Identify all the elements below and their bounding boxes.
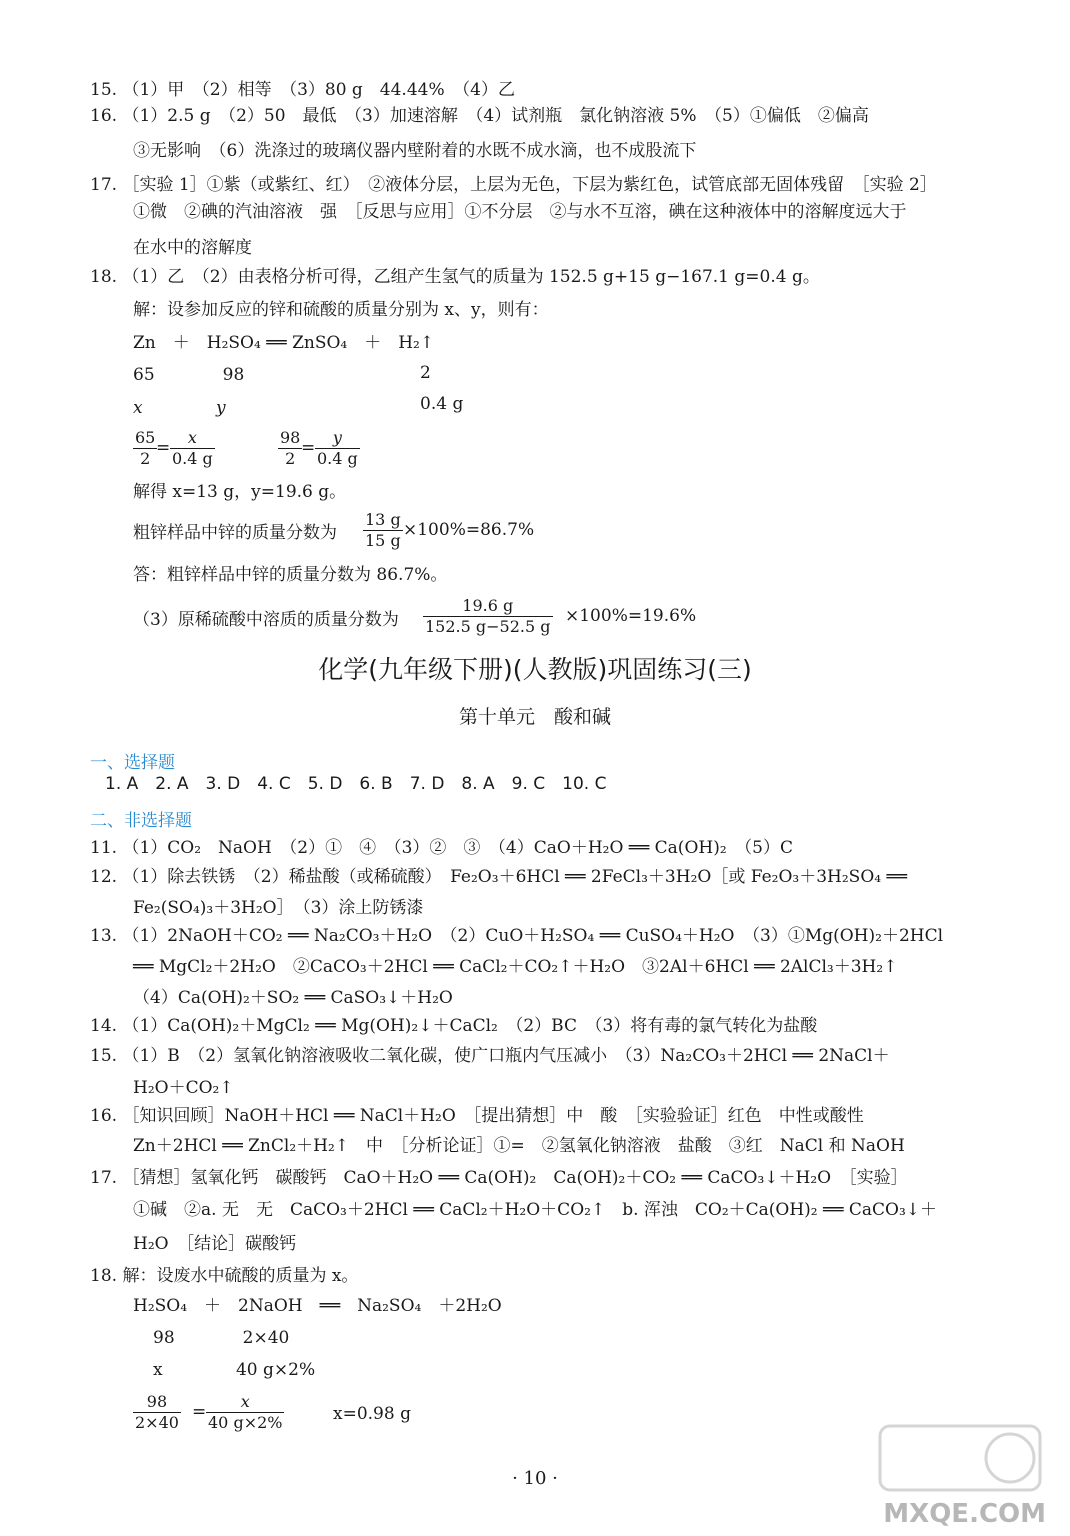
- answer-12-line1: 12. （1）除去铁锈 （2）稀盐酸（或稀硫酸） Fe₂O₃＋6HCl ══ 2FeCl₃＋3H₂O［或 Fe₂O₃＋3H₂SO₄ ══: [90, 867, 907, 887]
- answer-13-line2: ══ MgCl₂＋2H₂O ②CaCO₃＋2HCl ══ CaCl₂＋CO₂↑＋H₂O ③2Al＋6HCl ══ 2AlCl₃＋3H₂↑: [133, 957, 898, 977]
- equation-1-mass-row: 65 98: [133, 365, 245, 385]
- answer-17-line2: ①微 ②碘的汽油溶液 强 ［反思与应用］①不分层 ②与水不互溶，碘在这种液体中的溶解度远大于: [133, 202, 907, 222]
- fraction-65-2: $\frac{65}{2}$: [135, 428, 156, 468]
- answer-17-line3: 在水中的溶解度: [133, 238, 252, 258]
- fraction-x-0.8g: $\frac{x}{40 g\times 2\%}$: [208, 1392, 283, 1432]
- answer-12-line2: Fe₂(SO₄)₃＋3H₂O］ （3）涂上防锈漆: [133, 898, 424, 918]
- answer-17b-line3: H₂O ［结论］碳酸钙: [133, 1234, 297, 1254]
- answer-conclusion-1: 答：粗锌样品中锌的质量分数为 86.7%。: [133, 565, 448, 585]
- equals-sign: =: [156, 438, 171, 458]
- equation-2-var-row: x 40 g×2%: [153, 1360, 316, 1380]
- choice-answers: 1. A 2. A 3. D 4. C 5. D 6. B 7. D 8. A 9. C 10. C: [105, 774, 607, 794]
- answer-16b-line2: Zn＋2HCl ══ ZnCl₂＋H₂↑ 中 ［分析论证］①= ②氢氧化钠溶液 盐酸 ③红 NaCl 和 NaOH: [133, 1136, 905, 1156]
- unit-subtitle: 第十单元 酸和碱: [458, 706, 611, 728]
- fraction-13g-15g: $\frac{13 g}{15 g}$: [365, 510, 401, 550]
- equation-1-mass-h2: 2: [420, 363, 431, 383]
- answer-17b-line2: ①碱 ②a. 无 无 CaCO₃＋2HCl ══ CaCl₂＋H₂O＋CO₂↑ b. 浑浊 CO₂＋Ca(OH)₂ ══ CaCO₃↓＋: [133, 1200, 938, 1220]
- answer-17-line1: 17. ［实验 1］①紫（或紫红、红） ②液体分层，上层为无色，下层为紫红色，试管底部无固体残留 ［实验 2］: [90, 175, 937, 195]
- answer-18-line2: 解：设参加反应的锌和硫酸的质量分别为 x、y，则有：: [133, 300, 549, 320]
- equals-sign: =: [301, 438, 316, 458]
- fraction-x-0.4g: $\frac{x}{0.4 g}$: [172, 428, 213, 468]
- answer-14: 14. （1）Ca(OH)₂＋MgCl₂ ══ Mg(OH)₂↓＋CaCl₂ （2）BC （3）将有毒的氯气转化为盐酸: [90, 1016, 818, 1036]
- answer-15b-line2: H₂O＋CO₂↑: [133, 1078, 234, 1098]
- percent-2-prefix: （3）原稀硫酸中溶质的质量分数为: [133, 610, 399, 630]
- fraction-y-0.4g: $\frac{y}{0.4 g}$: [317, 428, 358, 468]
- answer-13-line3: （4）Ca(OH)₂＋SO₂ ══ CaSO₃↓＋H₂O: [133, 988, 453, 1008]
- fraction-98-2: $\frac{98}{2}$: [280, 428, 301, 468]
- section-choice-heading: 一、选择题: [90, 753, 175, 773]
- equation-1-var-row: x y: [133, 398, 226, 418]
- equation-1: Zn ＋ H₂SO₄ ══ ZnSO₄ ＋ H₂↑: [133, 333, 435, 353]
- section-nonchoice-heading: 二、非选择题: [90, 811, 192, 831]
- percent-2-suffix: ×100%=19.6%: [565, 606, 697, 626]
- equation-1-var-h2: 0.4 g: [420, 394, 464, 414]
- percent-1-prefix: 粗锌样品中锌的质量分数为: [133, 523, 337, 543]
- answer-16b-line1: 16. ［知识回顾］NaOH＋HCl ══ NaCl＋H₂O ［提出猜想］中 酸 ［实验验证］红色 中性或酸性: [90, 1106, 864, 1126]
- answer-15b-line1: 15. （1）B （2）氢氧化钠溶液吸收二氧化碳，使广口瓶内气压减小 （3）Na₂CO₃＋2HCl ══ 2NaCl＋: [90, 1046, 890, 1066]
- answer-18-line1: 18. （1）乙 （2）由表格分析可得，乙组产生氢气的质量为 152.5 g+15 g−167.1 g=0.4 g。: [90, 267, 820, 287]
- equation-2: H₂SO₄ ＋ 2NaOH ══ Na₂SO₄ ＋2H₂O: [133, 1296, 502, 1316]
- answer-15: 15. （1）甲 （2）相等 （3）80 g 44.44% （4）乙: [90, 80, 515, 100]
- answer-16-line1: 16. （1）2.5 g （2）50 最低 （3）加速溶解 （4）试剂瓶 氯化钠溶液 5% （5）①偏低 ②偏高: [90, 106, 869, 126]
- fraction-19.6g-100g: $\frac{19.6 g}{152.5 g-52.5 g}$: [425, 596, 551, 636]
- equation-2-mass-row: 98 2×40: [153, 1328, 290, 1348]
- fraction-98-80: $\frac{98}{2\times 40}$: [135, 1392, 179, 1432]
- answer-17b-line1: 17. ［猜想］氢氧化钙 碳酸钙 CaO＋H₂O ══ Ca(OH)₂ Ca(OH)₂＋CO₂ ══ CaCO₃↓＋H₂O ［实验］: [90, 1168, 908, 1188]
- answer-11: 11. （1）CO₂ NaOH （2）① ④ （3）② ③ （4）CaO＋H₂O ══ Ca(OH)₂ （5）C: [90, 838, 793, 858]
- percent-1-suffix: ×100%=86.7%: [403, 520, 535, 540]
- answer-16-line2: ③无影响 （6）洗涤过的玻璃仪器内壁附着的水既不成水滴，也不成股流下: [133, 141, 697, 161]
- answer-18b-line1: 18. 解：设废水中硫酸的质量为 x。: [90, 1266, 359, 1286]
- solution-1: 解得 x=13 g，y=19.6 g。: [133, 482, 347, 502]
- watermark-text: MXQE.COM: [883, 1499, 1046, 1529]
- page-number: · 10 ·: [512, 1468, 558, 1489]
- page-title: 化学(九年级下册)(人教版)巩固练习(三): [318, 655, 752, 684]
- answer-13-line1: 13. （1）2NaOH＋CO₂ ══ Na₂CO₃＋H₂O （2）CuO＋H₂SO₄ ══ CuSO₄＋H₂O （3）①Mg(OH)₂＋2HCl: [90, 926, 944, 946]
- solution-2: x=0.98 g: [333, 1404, 411, 1424]
- equals-sign: =: [192, 1402, 207, 1422]
